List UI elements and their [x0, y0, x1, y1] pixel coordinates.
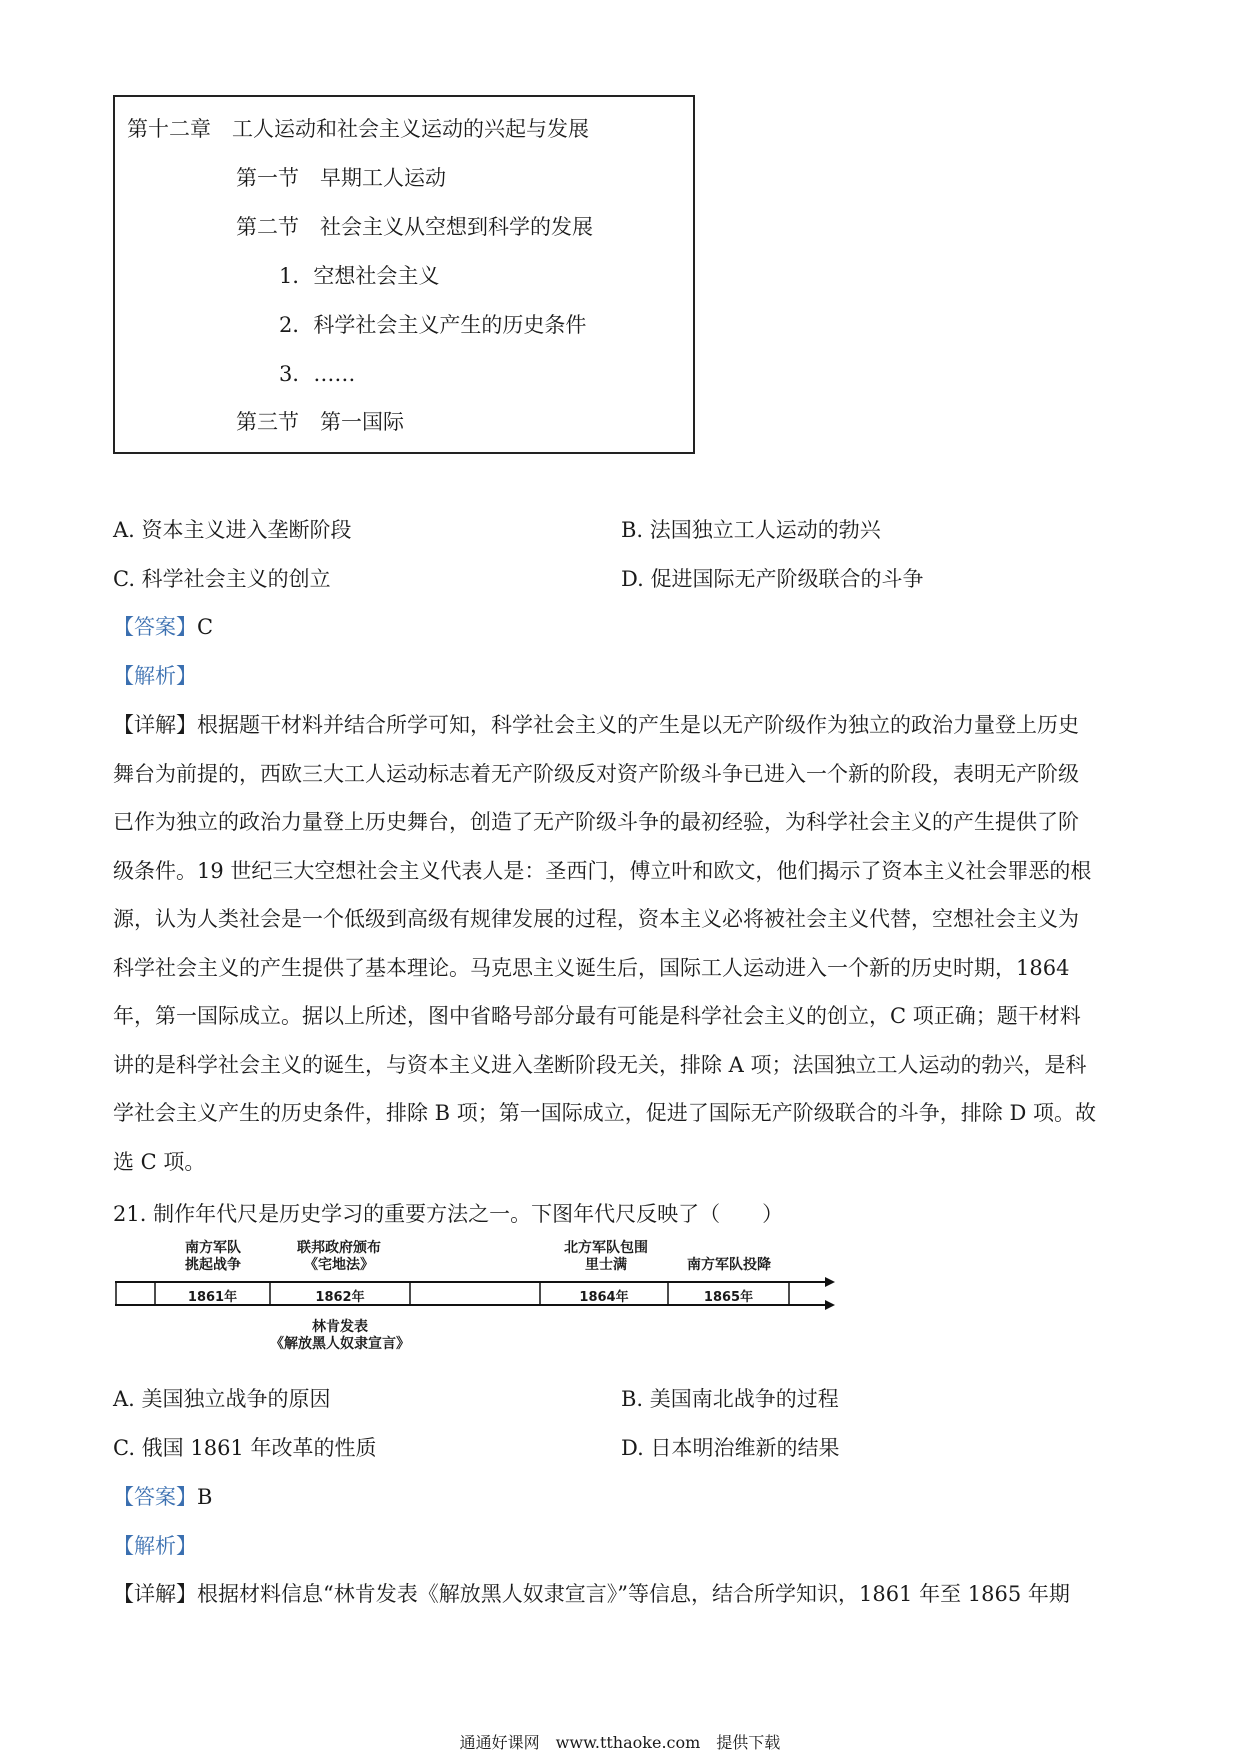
toc-item-3: 3．……: [279, 362, 356, 386]
timeline-year: 1862年: [315, 1290, 365, 1305]
timeline-event-label: [669, 1257, 789, 1274]
toc-chapter: 第十二章 工人运动和社会主义运动的兴起与发展: [127, 117, 589, 141]
detail-text: 根据材料信息“林肯发表《解放黑人奴隶宣言》”等信息，结合所学知识，1861 年至 1865 年期: [197, 1582, 1070, 1606]
q21-answer-line: [113, 1485, 212, 1509]
q21-option-a: A. 美国独立战争的原因: [113, 1387, 331, 1411]
detail-line: 科学社会主义的产生提供了基本理论。马克思主义诞生后，国际工人运动进入一个新的历史时期，1864: [113, 955, 1070, 980]
answer-tag: 【答案】: [113, 615, 197, 639]
event-line-2: 挑起战争: [185, 1257, 241, 1273]
q20-detail-paragraph: [113, 701, 1133, 1186]
timeline-event-label: [255, 1319, 425, 1353]
timeline-figure: [115, 1240, 835, 1360]
event-line-1: 南方军队: [185, 1240, 241, 1256]
q21-stem: 21. 制作年代尺是历史学习的重要方法之一。下图年代尺反映了（ ）: [113, 1202, 784, 1226]
detail-line: 讲的是科学社会主义的诞生，与资本主义进入垄断阶段无关，排除 A 项；法国独立工人运动的勃兴，是科: [113, 1052, 1087, 1077]
detail-line: 学社会主义产生的历史条件，排除 B 项；第一国际成立，促进了国际无产阶级联合的斗争，排除 D 项。故: [113, 1101, 1096, 1125]
event-line-1: 北方军队包围: [564, 1240, 648, 1256]
timeline-event-label: [544, 1240, 668, 1274]
timeline-bottom-arrow: [825, 1300, 835, 1310]
timeline-year: 1865年: [703, 1290, 754, 1305]
toc-item-1: 1．空想社会主义: [279, 264, 440, 288]
toc-section-1: 第一节 早期工人运动: [236, 166, 446, 190]
detail-line: 级条件。19 世纪三大空想社会主义代表人是：圣西门，傅立叶和欧文，他们揭示了资本主义社会罪恶的根: [113, 858, 1092, 883]
detail-line: 舞台为前提的，西欧三大工人运动标志着无产阶级反对资产阶级斗争已进入一个新的阶段，表明无产阶级: [113, 761, 1079, 786]
q20-option-c: C. 科学社会主义的创立: [113, 567, 331, 591]
q21-detail-line: [113, 1582, 1070, 1606]
q20-analysis-tag: 【解析】: [113, 664, 197, 688]
toc-item-2: 2．科学社会主义产生的历史条件: [279, 313, 587, 337]
detail-line: 已作为独立的政治力量登上历史舞台，创造了无产阶级斗争的最初经验，为科学社会主义的产生提供了阶: [113, 810, 1079, 834]
event-line-2: 《解放黑人奴隶宣言》: [270, 1336, 410, 1352]
timeline-event-label: [163, 1240, 263, 1274]
q20-option-b: B. 法国独立工人运动的勃兴: [621, 518, 881, 542]
event-line-1: 南方军队投降: [687, 1257, 771, 1273]
q20-option-d: D. 促进国际无产阶级联合的斗争: [621, 567, 924, 591]
q21-analysis-tag: 【解析】: [113, 1534, 197, 1558]
q21-option-d: D. 日本明治维新的结果: [621, 1436, 840, 1460]
detail-line: 根据题干材料并结合所学可知，科学社会主义的产生是以无产阶级作为独立的政治力量登上历史: [197, 713, 1079, 737]
timeline-year: 1861年: [187, 1290, 238, 1305]
answer-value: C: [197, 615, 214, 639]
toc-section-3: 第三节 第一国际: [236, 410, 404, 434]
timeline-event-label: [277, 1240, 401, 1274]
event-line-1: 林肯发表: [312, 1319, 368, 1335]
q21-option-c: C. 俄国 1861 年改革的性质: [113, 1436, 377, 1460]
event-line-2: 《宅地法》: [304, 1257, 374, 1273]
event-line-2: 里士满: [585, 1257, 627, 1273]
timeline-year: 1864年: [579, 1290, 629, 1305]
detail-line: 选 C 项。: [113, 1149, 206, 1174]
page-footer: 通通好课网 www.tthaoke.com 提供下载: [459, 1733, 781, 1752]
detail-line: 源，认为人类社会是一个低级到高级有规律发展的过程，资本主义必将被社会主义代替，空想社会主义为: [113, 907, 1079, 931]
toc-section-2: 第二节 社会主义从空想到科学的发展: [236, 215, 593, 239]
detail-tag: 【详解】: [113, 713, 197, 737]
answer-value: B: [197, 1485, 213, 1509]
q21-option-b: B. 美国南北战争的过程: [621, 1387, 839, 1411]
timeline-top-arrow: [825, 1277, 835, 1287]
q20-option-a: A. 资本主义进入垄断阶段: [113, 518, 352, 542]
detail-tag: 【详解】: [113, 1582, 197, 1606]
answer-tag: 【答案】: [113, 1485, 197, 1509]
event-line-1: 联邦政府颁布: [297, 1240, 381, 1256]
q20-answer-line: [113, 615, 213, 639]
detail-line: 年，第一国际成立。据以上所述，图中省略号部分最有可能是科学社会主义的创立，C 项正确；题干材料: [113, 1004, 1081, 1028]
